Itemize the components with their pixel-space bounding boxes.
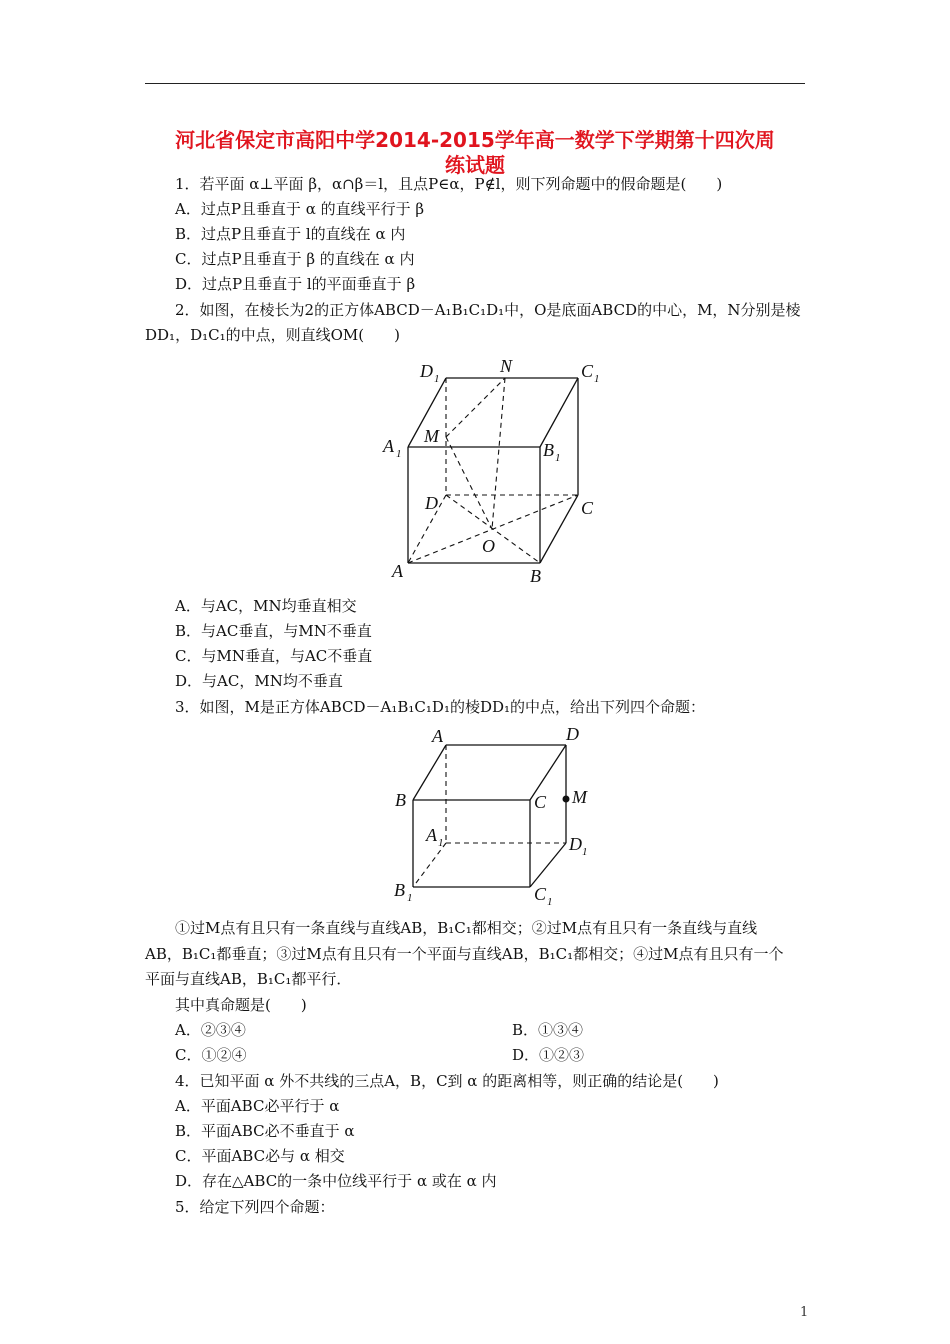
q2-label-a: A: [392, 561, 403, 581]
q3-option-b: B．①③④: [512, 1021, 584, 1039]
q2-label-m: M: [424, 426, 439, 446]
q3-option-a: A．②③④: [175, 1021, 246, 1039]
q4-option-d: D．存在△ABC的一条中位线平行于 α 或在 α 内: [175, 1172, 497, 1190]
q2-stem-line-1: 2．如图，在棱长为2的正方体ABCD－A₁B₁C₁D₁中，O是底面ABCD的中心，M，N分别是棱: [175, 301, 801, 319]
q3-cube-figure: [385, 720, 600, 908]
q4-option-b: B．平面ABC必不垂直于 α: [175, 1122, 355, 1140]
svg-text:1: 1: [396, 448, 402, 460]
svg-text:1: 1: [407, 892, 413, 904]
svg-text:1: 1: [594, 373, 600, 385]
title-line-2: 练试题: [445, 153, 505, 177]
q3-label-c1: C: [534, 884, 547, 904]
q4-option-c: C．平面ABC必与 α 相交: [175, 1147, 345, 1165]
q2-cube-figure: [370, 350, 610, 590]
q1-option-c: C．过点P且垂直于 β 的直线在 α 内: [175, 250, 415, 268]
q3-option-d: D．①②③: [512, 1046, 585, 1064]
title-line-1: 河北省保定市高阳中学2014-2015学年高一数学下学期第十四次周: [175, 128, 775, 152]
q3-props-line-1: ①过M点有且只有一条直线与直线AB，B₁C₁都相交；②过M点有且只有一条直线与直线: [175, 919, 758, 937]
q3-stem: 3．如图，M是正方体ABCD－A₁B₁C₁D₁的棱DD₁的中点，给出下列四个命题：: [175, 698, 706, 716]
q2-label-n: N: [500, 356, 513, 376]
q5-stem: 5．给定下列四个命题：: [175, 1198, 335, 1216]
svg-text:1: 1: [438, 837, 444, 849]
q2-option-a: A．与AC，MN均垂直相交: [175, 597, 357, 615]
page-number: 1: [800, 1305, 809, 1320]
svg-text:1: 1: [582, 846, 588, 858]
svg-text:1: 1: [547, 896, 553, 908]
q3-props-line-3: 平面与直线AB，B₁C₁都平行．: [145, 970, 352, 988]
q1-stem: 1．若平面 α⊥平面 β，α∩β＝l，且点P∈α，P∉l，则下列命题中的假命题是( ): [175, 175, 723, 193]
q3-label-b: B: [395, 790, 406, 810]
q1-option-d: D．过点P且垂直于 l的平面垂直于 β: [175, 275, 416, 293]
q3-label-d1: D: [569, 834, 582, 854]
svg-text:1: 1: [434, 373, 440, 385]
q3-point-m: [563, 796, 570, 803]
q2-label-o: O: [482, 536, 495, 556]
q1-option-a: A．过点P且垂直于 α 的直线平行于 β: [175, 200, 425, 218]
svg-text:1: 1: [555, 452, 561, 464]
q2-stem-line-2: DD₁，D₁C₁的中点，则直线OM( ): [145, 326, 400, 344]
header-rule: [145, 83, 805, 84]
q2-label-c: C: [581, 498, 594, 518]
q2-label-d1: D: [420, 361, 433, 381]
q3-label-b1: B: [394, 880, 405, 900]
q2-label-d: D: [425, 493, 438, 513]
q4-stem: 4．已知平面 α 外不共线的三点A，B，C到 α 的距离相等，则正确的结论是( ): [175, 1072, 719, 1090]
q2-label-b1: B: [543, 440, 554, 460]
q1-option-b: B．过点P且垂直于 l的直线在 α 内: [175, 225, 406, 243]
q2-option-c: C．与MN垂直，与AC不垂直: [175, 647, 373, 665]
q4-option-a: A．平面ABC必平行于 α: [175, 1097, 340, 1115]
q3-label-d: D: [566, 724, 579, 744]
q3-label-a: A: [432, 726, 443, 746]
q2-label-b: B: [530, 566, 541, 586]
q3-label-c: C: [534, 792, 547, 812]
q3-label-m: M: [572, 787, 587, 807]
q3-option-c: C．①②④: [175, 1046, 247, 1064]
q2-option-b: B．与AC垂直，与MN不垂直: [175, 622, 372, 640]
q2-label-a1: A: [383, 436, 394, 456]
q2-option-d: D．与AC，MN均不垂直: [175, 672, 343, 690]
q2-label-c1: C: [581, 361, 594, 381]
q3-label-a1: A: [426, 825, 437, 845]
q3-props-line-2: AB，B₁C₁都垂直；③过M点有且只有一个平面与直线AB，B₁C₁都相交；④过M点有且只有一个: [145, 945, 784, 963]
q3-ask: 其中真命题是( ): [175, 996, 307, 1014]
